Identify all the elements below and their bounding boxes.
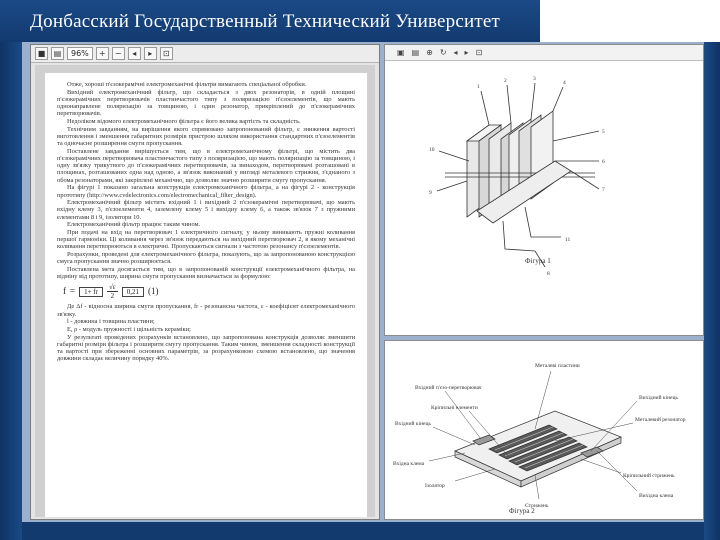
figure-toolbar xyxy=(385,45,703,61)
slide-title: Донбасский Государственный Технический Университет xyxy=(30,11,500,32)
paragraph: Електромеханічний фільтр містить вхідний 1 і вихідний 2 п'єзокерамічні перетворювачі, що мають вхідну клему 3, п'єзоелементи 4, заземлену клему 5 і вихідну клему 6, а також зв'язок 7 з пружними елементами 8 і 9, ізолятори 10. xyxy=(57,199,355,221)
figure-1-label: 6 xyxy=(602,159,605,165)
document-page xyxy=(45,73,367,517)
paragraph: Електромеханічний фільтр працює таким чином. xyxy=(67,221,201,229)
figure-2-label: Вхідна клема xyxy=(393,461,425,467)
paragraph: Отже, хороші п'єзокерамічні електромеханічні фільтри вимагають спеціальної обробки. xyxy=(67,81,307,88)
figure-1-label: 4 xyxy=(563,80,566,86)
save-icon[interactable]: ■ xyxy=(35,47,48,60)
figure-2-label: Вхідний п'єзо-перетворювач xyxy=(415,385,482,391)
figure-2-window xyxy=(384,340,704,520)
figure-1-label: 10 xyxy=(429,147,435,153)
paragraph: Технічним завданням, на вирішення якого спрямовано запропонований фільтр, є зниження вартості виготовлення і зменшення габаритних розмірів пристрою шляхом використання стандартних п'єзоелементів та одночасне розширення смуги пропускання. xyxy=(57,125,355,148)
zoom-out-icon[interactable]: − xyxy=(112,47,125,60)
document-viewer-window xyxy=(30,44,380,520)
paragraph: Вихідний електромеханічний фільтр, що складається з двох резонаторів, в одній площині п'єзокерамічних перетворювачів пластинчастого типу з поляризацією п'єзоелементів, що мають однонаправлене поляризацію за товщиною, і один резонатор, прикріплений до п'єзокерамічних перетворювачів. xyxy=(57,88,355,118)
fit-page-icon[interactable]: ⊡ xyxy=(160,47,173,60)
figure-2-caption: Фігура 2 xyxy=(509,507,535,515)
rotate-icon[interactable]: ↻ xyxy=(439,48,447,57)
figure-1-caption: Фігура 1 xyxy=(525,257,551,265)
paragraph: E, ρ - модуль пружності і щільність кераміки; xyxy=(67,326,191,334)
figure-2-label: Металеві пластини xyxy=(535,363,580,369)
prev-page-icon[interactable]: ◂ xyxy=(128,47,141,60)
figure-1-label: 7 xyxy=(602,187,605,193)
figure-1-window xyxy=(384,44,704,336)
zoom-select[interactable]: 96% xyxy=(67,47,93,60)
zoom-in-icon[interactable]: + xyxy=(96,47,109,60)
page-scroll-area[interactable] xyxy=(35,65,375,517)
next-icon[interactable]: ▸ xyxy=(464,48,469,57)
print-icon[interactable]: ▤ xyxy=(51,47,64,60)
save-icon[interactable]: ▣ xyxy=(397,48,405,57)
paragraph: Поставлене завдання вирішується тим, що в електромеханічному фільтрі, що містить два п'єзокерамічних перетворювача пластинчастого типу з поляризацією, що мають поляризацію за товщиною, і одну зв'язку трикутного до п'єзокерамічних перетворювачів, за винаходом, перетворювачі розташовані в площинах, розташованих одна над одною, а зв'язок виконаний у вигляді металевого стрижня, з'єднаного з обома резонаторами, які закріплені механічно, що дозволяє значно розширити смугу пропускання. xyxy=(57,147,355,184)
figure-1-drawing xyxy=(385,61,703,335)
paragraph: l - довжина і товщина пластини; xyxy=(67,318,155,326)
figure-1-label: 3 xyxy=(533,76,536,82)
document-toolbar xyxy=(31,45,379,63)
paragraph: Поставлена мета досягається тим, що в запропонованій конструкції електромеханічного фільтра, на відміну від прототипу, ширина смуги пропускання визначається за формулою: xyxy=(57,266,355,281)
formula-number: (1) xyxy=(147,286,159,297)
formula-box: 0,21 xyxy=(122,287,144,297)
figure-2-label: Металевий резонатор xyxy=(635,417,686,423)
figure-1-label: 11 xyxy=(565,237,571,243)
right-border xyxy=(704,42,720,540)
paragraph: При подачі на вхід на перетворювач 1 електричного сигналу, у ньому виникають пружні коливання першої гармоніки. Ці коливання через зв'язок передаються на вихідний перетворювач 2, в якому механічні коливання перетворюються в електричні. Пропускаються сигнали з частотою резонансу п'єзоелементів. xyxy=(57,229,355,251)
figure-1-label: 9 xyxy=(429,190,432,196)
figure-2-label: Вихідний кінець xyxy=(639,395,678,401)
zoom-icon[interactable]: ⊕ xyxy=(426,48,433,57)
figure-2-label: Вхідний кінець xyxy=(395,421,431,427)
figure-2-label: Стрижень xyxy=(525,503,549,509)
figure-1-label: 8 xyxy=(547,271,550,277)
formula: f = 1+ fr $\frac{√\varepsilon}{2}$ 0,21 (1) xyxy=(63,283,159,301)
figure-2-label: Ізолятор xyxy=(425,483,445,489)
fit-icon[interactable]: ⊡ xyxy=(475,48,483,57)
paragraph: Де Δf - відносна ширина смуги пропускання, fr - резонансна частота, ε - коефіцієнт електромеханічного зв'язку. xyxy=(57,303,355,318)
formula-lhs: f xyxy=(63,286,66,297)
figure-2-label: Кріпильні елементи xyxy=(431,405,478,411)
left-border xyxy=(0,42,22,540)
formula-fraction xyxy=(107,283,118,300)
figure-1-label: 1 xyxy=(477,84,480,90)
print-icon[interactable]: ▤ xyxy=(411,48,420,57)
formula-box: 1+ fr xyxy=(79,287,103,297)
figure-1-label: 2 xyxy=(504,78,507,84)
bottom-border xyxy=(22,522,704,540)
slide-header xyxy=(0,0,540,42)
paragraph: У результаті проведених розрахунків встановлено, що запропонована конструкція дозволяє зменшити габаритні розміри фільтра і розширити смугу пропускання. Таким чином, зменшення складності конструкції та вартості при збереженні основних параметрів, за розрахунковою схемою встановлено, що значення довжини складає величину порядку 40%. xyxy=(57,333,355,363)
fraction-numerator: √ε xyxy=(108,283,116,292)
next-page-icon[interactable]: ▸ xyxy=(144,47,157,60)
prev-icon[interactable]: ◂ xyxy=(453,48,458,57)
paragraph: На фігурі 1 показано загальна конструкція електромеханічного фільтра, а на фігурі 2 - конструкція прототипу (http://www.cvdelectronics.com/electromechanical_filter_design). xyxy=(57,184,355,199)
paragraph: Недоліком відомого електромеханічного фільтра є його велика вартість та складність. xyxy=(67,118,301,126)
figure-2-label: Кріпильний стрижень xyxy=(623,473,675,479)
figure-1-label: 5 xyxy=(602,129,605,135)
figure-2-label: Вихідна клема xyxy=(639,493,674,499)
paragraph: Розрахунки, проведені для електромеханічного фільтра, показують, що за запропонованою конструкцією смуга пропускання значно розширюється. xyxy=(57,251,355,266)
fraction-denominator: 2 xyxy=(110,292,115,301)
figure-2-drawing xyxy=(385,341,703,519)
